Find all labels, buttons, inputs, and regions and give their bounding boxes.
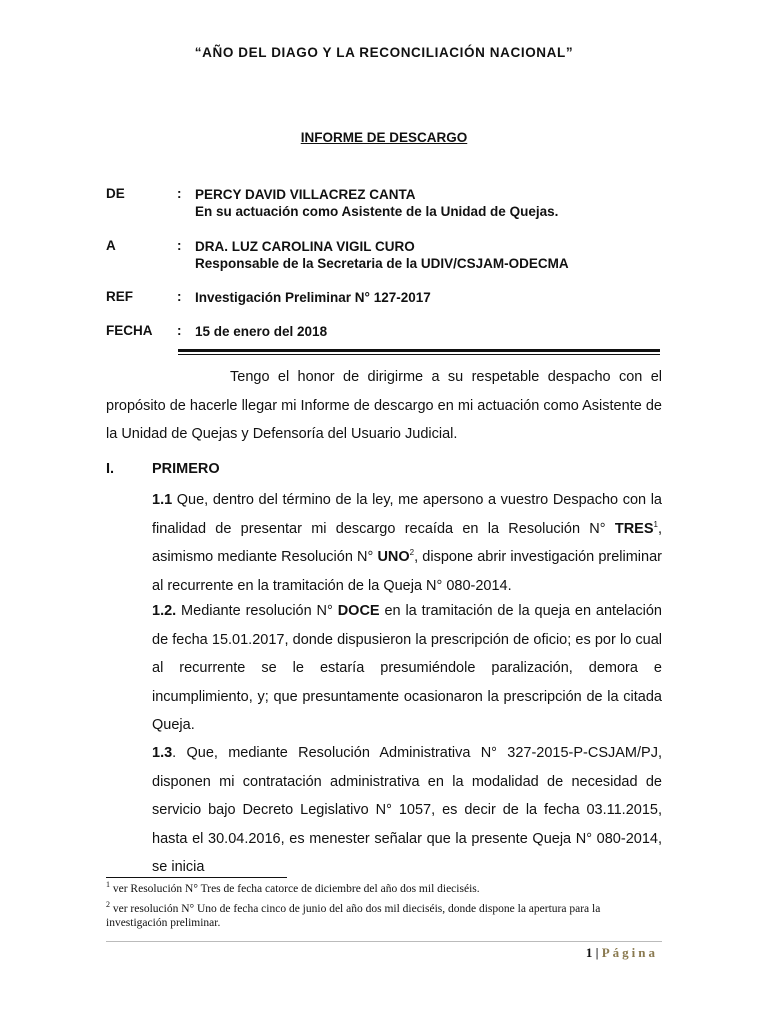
sender-role: En su actuación como Asistente de la Unidad de Quejas. — [195, 204, 559, 219]
resolution-doce: DOCE — [337, 603, 380, 619]
footnote-mark: 2 — [106, 900, 110, 910]
document-title: INFORME DE DESCARGO — [300, 130, 468, 145]
meta-value-a — [195, 238, 569, 272]
page-word: Página — [601, 945, 658, 960]
meta-value-fecha — [195, 323, 327, 340]
meta-label-fecha: FECHA — [106, 323, 153, 338]
page-number: 1 | Página — [585, 945, 658, 960]
section-heading — [106, 461, 220, 477]
double-rule-divider — [178, 349, 660, 355]
intro-paragraph: Tengo el honor de dirigirme a su respetable despacho con el propósito de hacerle llegar mi Informe de descargo en mi actuación como Asistente de la Unidad de Quejas y Defensoría del Usuario Judicial. — [106, 369, 662, 442]
date: 15 de enero del 2018 — [195, 324, 328, 339]
meta-label-a: A — [106, 238, 116, 253]
footnote-separator — [106, 877, 287, 878]
footnote-ref-1: 1 — [653, 519, 658, 529]
footnote-mark: 1 — [106, 880, 110, 890]
paragraph-1-2: 1.2. Mediante resolución N° DOCE en la tramitación de la queja en antelación de fecha 15.01.2017, donde dispusieron la prescripción de oficio; es por lo cual al recurrente se le estaría presumiéndole paralización, demora e incumplimiento, y; que presuntamente ocasionaron la prescripción de la citada Queja. — [152, 603, 662, 733]
meta-colon: : — [177, 289, 182, 304]
footnote-ref-2: 2 — [409, 548, 415, 558]
meta-label-ref: REF — [106, 289, 133, 304]
footnote-1: $^1$ ver Resolución N° Tres de fecha catorce de diciembre del año dos mil dieciséis. — [106, 880, 480, 895]
paragraph-number: 1.1 — [152, 492, 173, 508]
paragraph-1-3: 1.3. Que, mediante Resolución Administrativa N° 327-2015-P-CSJAM/PJ, disponen mi contratación administrativa en la modalidad de necesidad de servicio bajo Decreto Legislativo N° 1057, es decir de la fecha 03.11.2015, hasta el 30.04.2016, es menester señalar que la presente Queja N° 080-2014, se inicia — [152, 745, 662, 875]
section-number: I. — [106, 461, 115, 477]
recipient-name: DRA. LUZ CAROLINA VIGIL CURO — [195, 239, 415, 254]
footer-divider — [106, 941, 662, 942]
meta-colon: : — [177, 238, 182, 253]
document-motto: “AÑO DEL DIAGO Y LA RECONCILIACIÓN NACIONAL” — [194, 45, 574, 60]
footnote-2: $^2$ ver resolución N° Uno de fecha cinco de junio del año dos mil dieciséis, donde dispone la apertura para la investigación preliminar. — [106, 900, 601, 929]
resolution-uno: UNO — [377, 549, 410, 565]
meta-value-ref — [195, 289, 431, 306]
paragraph-1-1: 1.1 Que, dentro del término de la ley, me apersono a vuestro Despacho con la finalidad de presentar mi descargo recaída en la Resolución N° TRES$^1$, asimismo mediante Resolución N° UNO$^2$, dispone abrir investigación preliminar al recurrente en la tramitación de la Queja N° 080-2014. — [152, 492, 662, 594]
reference: Investigación Preliminar N° 127-2017 — [195, 290, 431, 305]
sender-name: PERCY DAVID VILLACREZ CANTA — [195, 187, 416, 202]
paragraph-number: 1.2. — [152, 603, 177, 619]
meta-value-de — [195, 186, 558, 220]
meta-colon: : — [177, 186, 182, 201]
meta-label-de: DE — [106, 186, 125, 201]
meta-colon: : — [177, 323, 182, 338]
resolution-tres: TRES — [614, 520, 654, 537]
recipient-role: Responsable de la Secretaria de la UDIV/CSJAM-ODECMA — [195, 256, 569, 271]
paragraph-number: 1.3 — [152, 745, 173, 761]
section-title: PRIMERO — [152, 461, 220, 477]
